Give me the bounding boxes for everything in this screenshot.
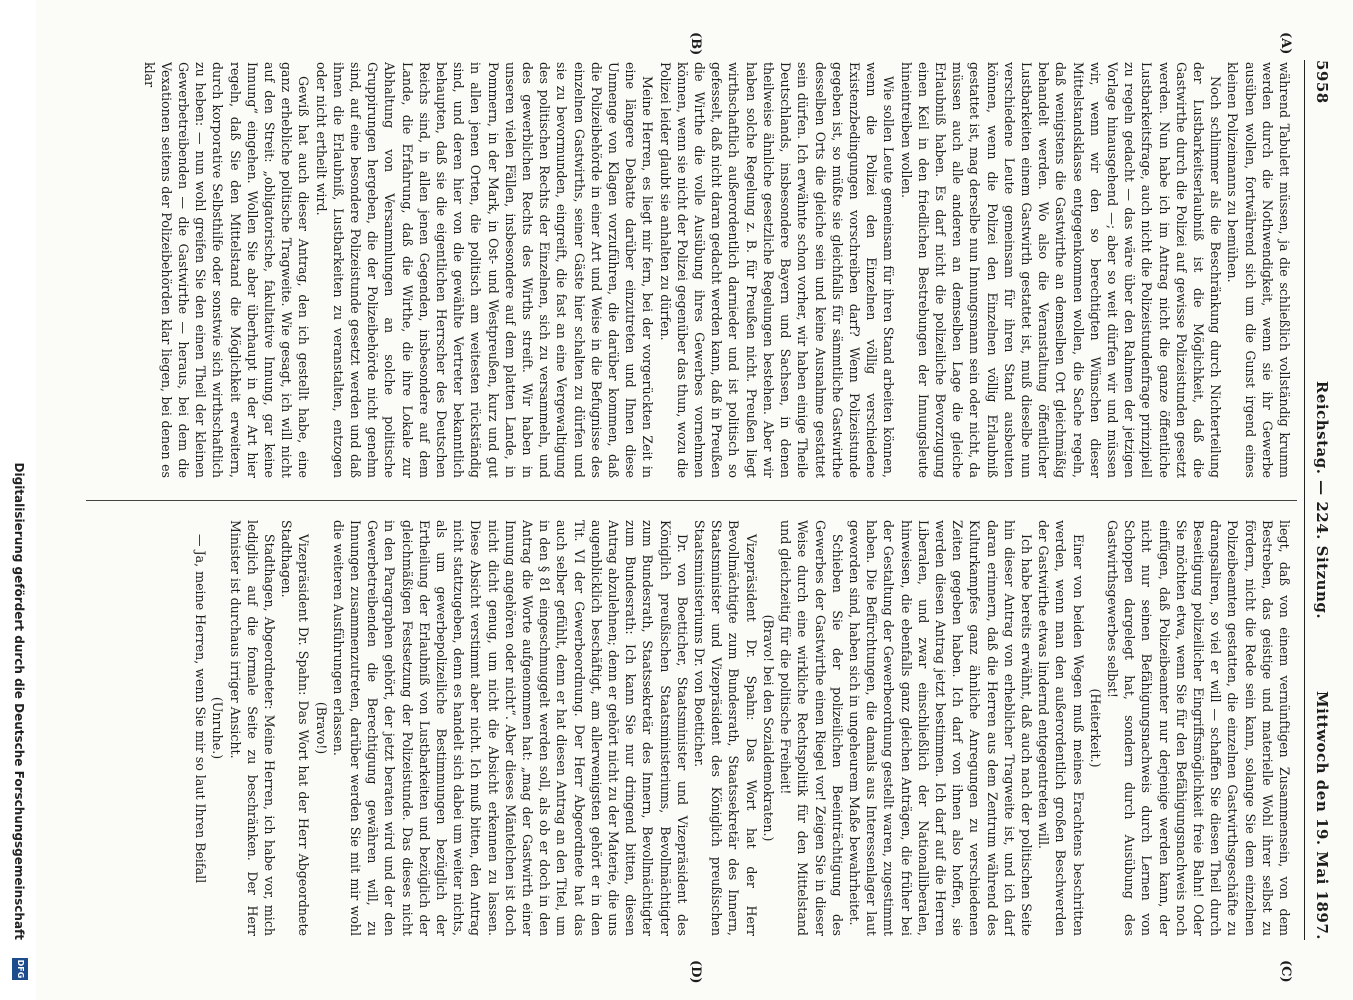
page-header	[1307, 60, 1335, 940]
speaker-paragraph: Vizepräsident Dr. Spahn: Das Wort hat der Herr Abgeordnete Stadthagen.	[279, 520, 312, 936]
speaker-paragraph: Dr. von Boetticher, Staatsminister und Vizepräsident des Königlich preußischen Staatsministeriums, Bevollmächtigter zum Bundesrath, Staatssekretär des Innern, Bevollmächtigter zum Bundesrath: Ich kann Sie nur dringend bitten, diesen Antrag abzulehnen; denn er gehört nicht zu der Materie, die uns augenblicklich beschäftigt, am allerwenigsten gehört er in den Tit. VI der Gewerbeordnung. Der Herr Abgeordnete hat das auch selber gefühlt, denn er hat diesen Antrag an den Titel, um in den § 81 eingeschmuggelt werden soll, als ob er doch in den Antrag die Worte aufgenommen hat: „mag der Gastwirth einer Innung angehören oder nicht“. Aber dieses Mäntelchen ist doch nicht dicht genug, um nicht die Absicht erkennen zu lassen. Diese Absicht verstimmt aber nicht. Ich muß bitten, den Antrag nicht stattzugeben, denn es handelt sich dabei um weiter nichts, als um gewerbepolizeiliche Bestimmungen bezüglich der Ertheilung der Erlaubniß von Lustbarkeiten und bezüglich der gleichmäßigen Festsetzung der Polizeistunde. Das dieses nicht in den Paragraphen gehört, der jetzt beraten wird und der den Gewerbetreibenden die Berechtigung gewähren will, zu Innungen zusammenzutreten, darüber werden Sie mit mir wohl die weiteren Ausführungen erlassen.	[330, 520, 690, 936]
digitization-footer	[0, 0, 36, 1000]
interjection: (Heiterkeit.)	[1087, 688, 1103, 768]
margin-marker-a: (A)	[1278, 32, 1293, 55]
paragraph: Wie sollen Leute gemeinsam für ihren Stand arbeiten können, wenn die Polizei den Einzelnen völlig verschiedene Existenzbedingungen vorschreiben darf? Wenn Polizeistunde gegeben ist, so müßte sie gleichfalls für sämmtliche Gastwirthe desselben Orts die gleiche sein und keine Ausnahme gestattet sein dürfen. Ich erwähnte schon vorher, wir haben einige Theile Deutschlands, insbesondere Bayern und Sachsen, in denen theilweise ähnliche gesetzliche Regelungen bestehen. Aber wir haben solche Regelung z. B. für Preußen nicht. Preußen liegt wirthschaftlich außerordentlich darnieder und ist politisch so gefesselt, daß nicht daran gedacht werden kann, daß in Preußen die Wirthe die volle Ausübung ihres Gewerbes vornehmen können, wenn sie nicht der Polizei gegenüber das thun, wozu die Polizei leider glaubt sie anhalten zu dürfen.	[657, 62, 897, 478]
interjection: (Bravo! bei den Sozialdemokraten.)	[760, 614, 776, 842]
header-rule	[1304, 60, 1305, 940]
interjection: (Unruhe.)	[210, 696, 226, 760]
page-title: Reichstag. — 224. Sitzung.	[1313, 380, 1331, 620]
paragraph: liegt, daß von einem vernünftigen Zusammensein, von dem Bestreben, das geistige und materielle Wohl ihrer selbst zu fördern, nicht die Rede sein kann, solange Sie dem einzelnen Polizeibeamten gestatten, die einzelnen Gastwirthsgeschäfte zu drangsaliren, so viel er will — schaffen Sie diesen Theil durch Beseitigung polizeilicher Eingriffsmöglichkeit freie Bahn! Oder Sie möchten etwa, wenn Sie für den Befähigungsnachweis noch einfügen, daß Polizeibeamter nur derjenige werden kann, der nicht nur seinen Befähigungsnachweis durch Lernen von Schoppen dargelegt hat, sondern durch Ausübung des Gastwirthsgewerbes selbst!	[1104, 520, 1292, 936]
paragraph: — Ja, meine Herren, wenn Sie mir so laut Ihren Beifall	[193, 534, 209, 884]
speaker-paragraph: Stadthagen, Abgeordneter: Meine Herren, ich habe vor, mich lediglich auf die formale Seite zu beschränken. Der Herr Minister ist durchaus irriger Ansicht.	[227, 520, 278, 936]
interjection: (Bravo!)	[313, 701, 329, 755]
dfg-logo: DFG	[12, 958, 28, 980]
paragraph: Einer von beiden Wegen muß meines Erachtens beschritten werden, wenn man den außerordentlich großen Beschwerden der Gastwirthe etwas lindernd entgegentreten will.	[1036, 520, 1086, 936]
paragraph: Noch schlimmer als die Beschränkung durch Nichterteilung der Lustbarkeitserlaubniß ist die Möglichkeit, daß die Gastwirthe durch die Polizei auf gewisse Polizeistunden gesetzt werden. Nun habe ich im Antrag nicht die ganze öffentliche Lustbarkeitsfrage, auch nicht die Polizeistundenfrage prinzipiell zu regeln gedacht — das wäre über den Rahmen der jetzigen Vorlage hinausgehend —; aber so weit dürfen wir und müssen wir, wenn wir den so berechtigten Wünschen dieser Mittelstandsklasse entgegenkommen wollen, die Sache regeln, daß wenigstens die Gastwirthe an demselben Ort gleichmäßig behandelt werden. Wo also die Veranstaltung öffentlicher Lustbarkeiten einem Gastwirth gestattet ist, muß dieselbe nun verschiedene Leute gemeinsam für ihren Stand ausbeuten können, wenn die Polizei den Einzelnen völlig Erlaubniß gestattet ist, mag derselbe nun Innungsmann sein oder nicht, da müssen auch alle anderen an demselben Lage die gleiche Erlaubniß haben. Es darf nicht die polizeiliche Bevorzugung einen Keil in den friedlichen Bestrebungen der Innungsleute hineintreiben wollen.	[898, 62, 1224, 478]
margin-marker-b: (B)	[688, 32, 703, 56]
paragraph: Schieben Sie der polizeilichen Beeinträchtigung des Gewerbes der Gastwirthe einen Riegel vor! Zeigen Sie in dieser Weise durch eine wirkliche Rechtspolitik für den Mittelstand und gleichzeitig für die politische Freiheit!	[778, 520, 845, 936]
session-date: Mittwoch den 19. Mai 1897.	[1313, 690, 1331, 940]
column-divider	[86, 500, 1297, 501]
page-number: 5958	[1313, 60, 1331, 104]
right-column	[88, 520, 1293, 936]
paragraph: während Tabulett müssen, ja die schließlich vollständig krumm werden durch die Nothwendigkeit, wenn sie ihr Gewerbe ausüben wollen, fortwährend sich um die Gunst irgend eines kleinen Polizeimanns zu bemühen.	[1225, 62, 1292, 478]
dfg-credit: Digitalisierung gefördert durch die Deutsche Forschungsgemeinschaft	[12, 462, 26, 940]
paragraph: Ich habe bereits erwähnt, daß auch nach der politischen Seite hin dieser Antrag von erheblicher Tragweite ist, und ich darf daran erinnern, daß die Herren aus dem Zentrum während des Kulturkampfes ganz ähnliche Anregungen zu verschiedenen Zeiten gegeben haben. Ich darf von ihnen also hoffen, sie werden diesen Antrag jetzt bestimmen. Ich darf auf die Herren Liberalen, und zwar einschließlich der Nationalliberalen, hinweisen, die ebenfalls ganz gleichen Anträgen, die früher bei der Gestaltung der Gewerbeordnung gestellt waren, zugestimmt haben. Die Befürchtungen, die damals aus Interessenlager laut geworden sind, haben sich in ungeheurem Maße bewahrheitet.	[846, 520, 1034, 936]
paragraph: Gewiß hat auch dieser Antrag, den ich gestellt habe, eine ganz erhebliche politische Tragweite. Wie gesagt, ich will nicht auf den Streit: „obligatorische, fakultative Innung, gar keine Innung“ eingehen. Wollen Sie aber überhaupt in der Art hier regeln, daß Sie den Mittelstand die Möglichkeit erweitern, durch korporative Selbsthilfe oder sonstwie sich wirthschaftlich zu heben: — nun wohl greifen Sie den einen Theil der kleinen Gewerbetreibenden — die Gastwirthe — heraus, bei dem die Vexationen seitens der Polizeibehörden klar liegen, bei denen es klar	[141, 62, 312, 478]
left-column	[88, 62, 1293, 478]
paragraph: Meine Herren, es liegt mir fern, bei der vorgerückten Zeit in eine längere Debatte darüber einzutreten und Ihnen diese Unmenge von Klagen vorzuführen, die darüber kommen, daß die Polizeibehörde in einer Art und Weise in die Befugnisse des einzelnen Gastwirths, seiner Gäste hier schalten zu dürfen und sie zu bevormunden, eingreift, die fast an eine Vergewaltigung des politischen Rechts der Einzelnen, sich zu versammeln, und des gewerblichen Rechts des Wirths streift. Wir haben in unseren vielen Fällen, insbesondere auf dem platten Lande, in Pommern, in der Mark, in Ost- und Westpreußen, kurz und gut in allen jenen Orten, die politisch am weitesten rückständig sind, und deren hier von die gewählte Vertreter bekanntlich behaupten, daß sie die eigentlichen Herrscher des Deutschen Reichs sind, in allen jenen Gegenden, insbesondere auf dem Lande, die Erfahrung, daß die Wirthe, die ihre Lokale zur Abhaltung von Versammlungen an solche politische Gruppirungen hergeben, die der Polizeibehörde nicht genehm sind, auf eine besondere Polizeistunde gesetzt werden und daß ihnen die Erlaubniß, Lustbarkeiten zu veranstalten, entzogen oder nicht ertheilt wird.	[313, 62, 656, 478]
margin-marker-d: (D)	[688, 960, 703, 984]
margin-marker-c: (C)	[1278, 960, 1293, 983]
speaker-paragraph: Vizepräsident Dr. Spahn: Das Wort hat der Herr Bevollmächtigte zum Bundesrath, Staatssekretär des Innern, Staatsminister und Vizepräsident des Königlich preußischen Staatsministeriums Dr. von Boetticher.	[692, 520, 759, 936]
